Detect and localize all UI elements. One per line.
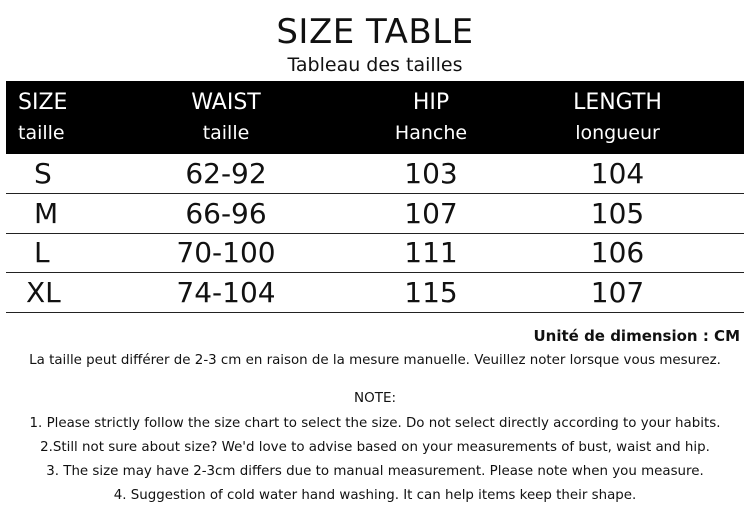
header-length [491,81,744,154]
cell-hip: 103 [371,154,491,194]
cell-hip: 111 [371,233,491,273]
header-waist [81,81,371,154]
header-size [6,81,81,154]
header-hip [371,81,491,154]
cell-size: M [6,194,81,234]
cell-waist: 62-92 [81,154,371,194]
note-item: 3. The size may have 2-3cm differs due to manual measurement. Please note when you measure. [46,464,704,479]
note-item: 1. Please strictly follow the size chart to select the size. Do not select directly according to your habits. [29,416,721,431]
table-header-row [6,81,744,154]
cell-waist: 70-100 [81,233,371,273]
cell-length: 106 [491,233,744,273]
cell-waist: 66-96 [81,194,371,234]
table-row [6,154,744,194]
table-row [6,194,744,234]
size-table [6,81,744,313]
header-label: SIZE [18,89,68,115]
header-sublabel: taille [18,121,65,144]
cell-waist: 74-104 [81,273,371,313]
header-sublabel: longueur [575,121,660,144]
page-title: SIZE TABLE [276,12,474,52]
notes-list [0,412,750,508]
cell-size: L [6,233,81,273]
cell-length: 105 [491,194,744,234]
cell-hip: 107 [371,194,491,234]
note-heading: NOTE: [353,390,397,406]
measurement-disclaimer: La taille peut différer de 2-3 cm en raison de la mesure manuelle. Veuillez noter lorsque vous mesurez. [29,353,721,368]
header-sublabel: Hanche [394,121,468,144]
cell-length: 107 [491,273,744,313]
header-sublabel: taille [202,121,250,144]
table-row [6,233,744,273]
unit-label: Unité de dimension : CM [533,327,740,345]
cell-hip: 115 [371,273,491,313]
header-label: LENGTH [573,89,662,115]
cell-size: XL [6,273,81,313]
note-item: 4. Suggestion of cold water hand washing. It can help items keep their shape. [113,488,637,503]
table-row [6,273,744,313]
page-subtitle: Tableau des tailles [287,54,463,76]
header-label: WAIST [191,89,261,115]
cell-size: S [6,154,81,194]
header-label: HIP [412,89,450,115]
note-item: 2.Still not sure about size? We'd love to advise based on your measurements of bust, waist and hip. [40,440,710,455]
cell-length: 104 [491,154,744,194]
